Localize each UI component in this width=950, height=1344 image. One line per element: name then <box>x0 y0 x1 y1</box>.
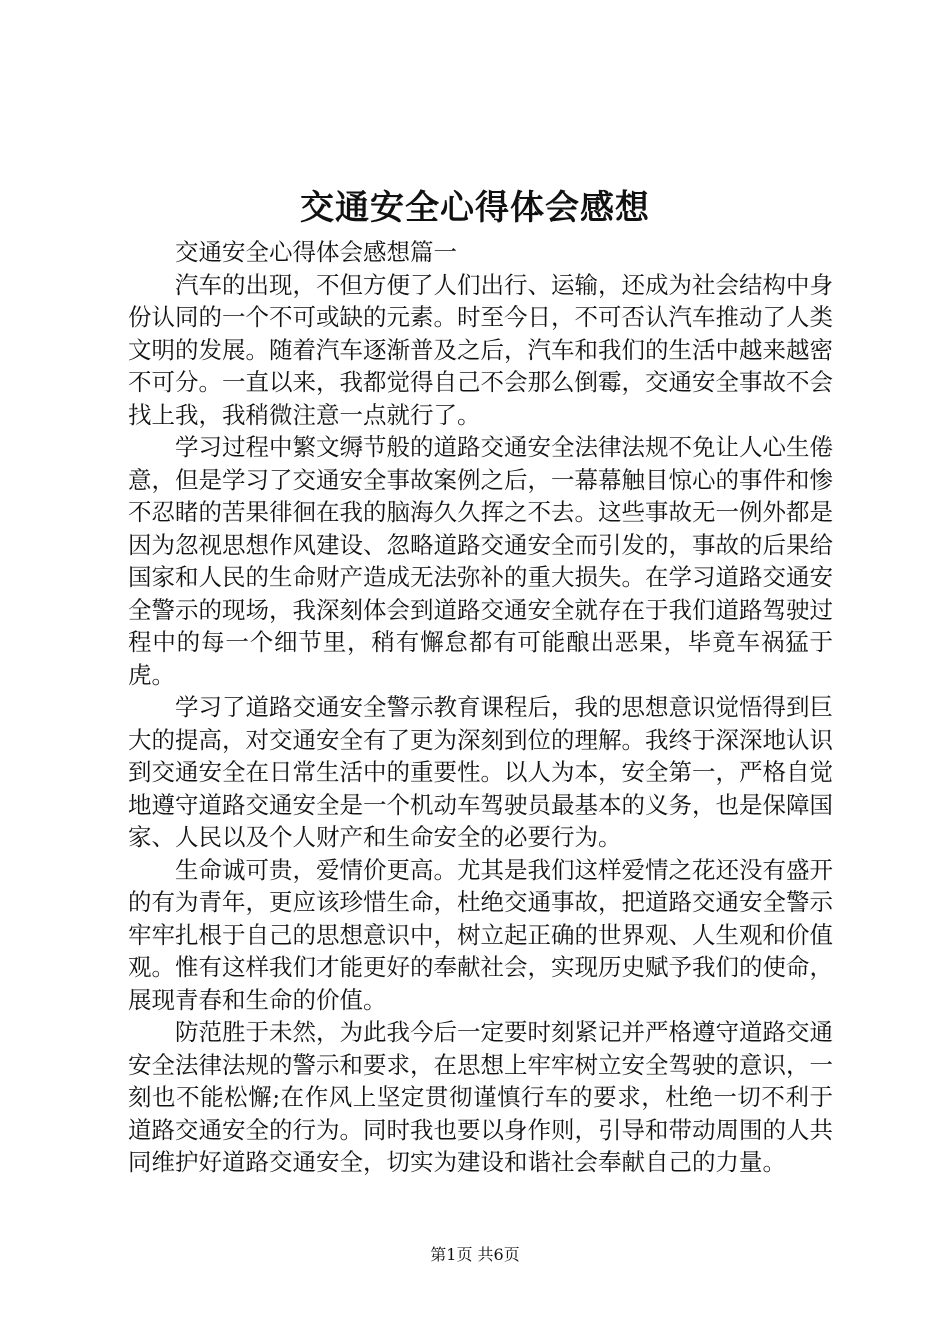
paragraph: 生命诚可贵，爱情价更高。尤其是我们这样爱情之花还没有盛开的有为青年，更应该珍惜生命，杜绝交通事故，把道路交通安全警示牢牢扎根于自己的思想意识中，树立起正确的世界观、人生观和价值观。惟有这样我们才能更好的奉献社会，实现历史赋予我们的使命，展现青春和生命的价值。 <box>128 855 833 1014</box>
section-heading: 交通安全心得体会感想篇一 <box>175 238 457 266</box>
paragraph: 学习过程中繁文缛节般的道路交通安全法律法规不免让人心生倦意，但是学习了交通安全事故案例之后，一幕幕触目惊心的事件和惨不忍睹的苦果徘徊在我的脑海久久挥之不去。这些事故无一例外都是因为忽视思想作风建设、忽略道路交通安全而引发的，事故的后果给国家和人民的生命财产造成无法弥补的重大损失。在学习道路交通安全警示的现场，我深刻体会到道路交通安全就存在于我们道路驾驶过程中的每一个细节里，稍有懈怠都有可能酿出恶果，毕竟车祸猛于虎。 <box>128 433 833 689</box>
paragraph: 防范胜于未然，为此我今后一定要时刻紧记并严格遵守道路交通安全法律法规的警示和要求，在思想上牢牢树立安全驾驶的意识，一刻也不能松懈;在作风上坚定贯彻谨慎行车的要求，杜绝一切不利于道路交通安全的行为。同时我也要以身作则，引导和带动周围的人共同维护好道路交通安全，切实为建设和谐社会奉献自己的力量。 <box>128 1018 833 1176</box>
document-body <box>128 236 833 1179</box>
paragraph: 汽车的出现，不但方便了人们出行、运输，还成为社会结构中身份认同的一个不可或缺的元素。时至今日，不可否认汽车推动了人类文明的发展。随着汽车逐渐普及之后，汽车和我们的生活中越来越密不可分。一直以来，我都觉得自己不会那么倒霉，交通安全事故不会找上我，我稍微注意一点就行了。 <box>128 270 833 429</box>
page-title: 交通安全心得体会感想 <box>300 188 650 228</box>
paragraph: 学习了道路交通安全警示教育课程后，我的思想意识觉悟得到巨大的提高，对交通安全有了更为深刻到位的理解。我终于深深地认识到交通安全在日常生活中的重要性。以人为本，安全第一，严格自觉地遵守道路交通安全是一个机动车驾驶员最基本的义务，也是保障国家、人民以及个人财产和生命安全的必要行为。 <box>128 693 833 851</box>
page-number-footer: 第1页 共6页 <box>430 1245 520 1264</box>
